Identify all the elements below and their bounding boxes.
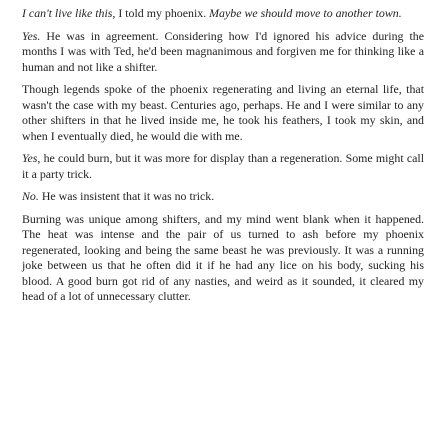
book-page bbox=[22, 6, 424, 305]
paragraph bbox=[22, 82, 424, 144]
italic-thought: I can't live like this, bbox=[22, 6, 116, 20]
narration-text: Burning was unique among shifters, and my mind went blank when it happened. The heat was intense and the pair of us turned to ash before my phoenix regenerated, looking and being the same beast he was previously. It was a running joke between us that he often did it if he had any lice on his body, sucking his blood. A good burn got rid of any nasties, and weird as it sounded, it cleared my head of a lot of unnecessary clutter. bbox=[22, 211, 424, 303]
narration-text: I told my phoenix. bbox=[115, 6, 210, 20]
narration-text: He was insistent that it was no trick. bbox=[38, 189, 215, 203]
paragraph bbox=[22, 29, 424, 76]
paragraph bbox=[22, 189, 424, 205]
narration-text: he could burn, but it was more for display than a regeneration. Some might call it a party trick. bbox=[22, 151, 424, 181]
narration-text: He was in agreement. Considering how I'd ignored his advice during the months I was with Ted, he'd been magnanimous and forgiven me for thinking like a human and not like a shifter. bbox=[22, 28, 424, 74]
italic-thought: Maybe we should move to another town. bbox=[209, 6, 402, 20]
narration-text: Though legends spoke of the phoenix regenerating and living an eternal life, that wasn't the case with my beast. Centuries ago, perhaps. He and I were similar to any other shifters in that he lived inside me, he took his feathers, I took my skin, and when I eventually died, he would die with me. bbox=[22, 82, 424, 143]
paragraph bbox=[22, 212, 424, 305]
paragraph bbox=[22, 151, 424, 182]
italic-thought: Yes, bbox=[22, 151, 41, 165]
italic-thought: No. bbox=[22, 189, 39, 203]
italic-thought: Yes. bbox=[22, 28, 41, 43]
paragraph bbox=[22, 6, 424, 22]
